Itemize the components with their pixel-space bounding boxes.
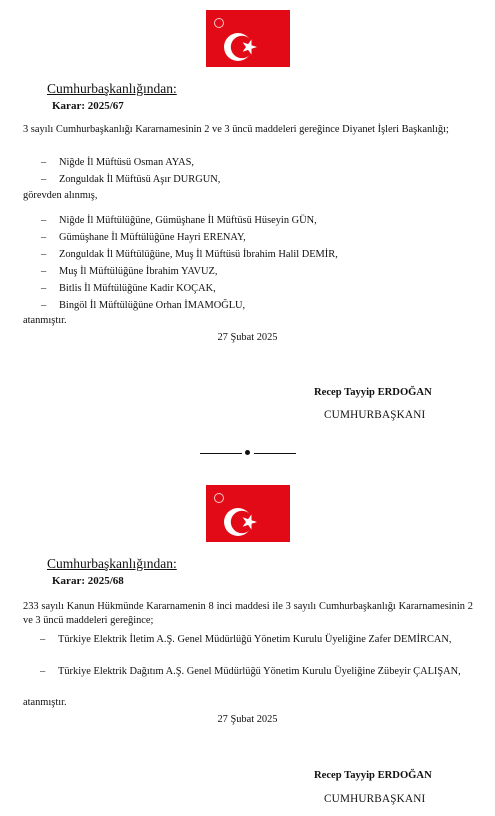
decision-intro: 3 sayılı Cumhurbaşkanlığı Kararnamesinin 2 ve 3 üncü maddeleri gereğince Diyanet İşleri Başkanlığı; [23, 124, 449, 135]
list-item: – Türkiye Elektrik Dağıtım A.Ş. Genel Müdürlüğü Yönetim Kurulu Üyeliğine Zübeyir ÇALIŞAN, [40, 666, 461, 677]
decision-number: Karar: 2025/68 [52, 575, 124, 587]
section-separator [200, 447, 296, 459]
turkish-flag-emblem [206, 485, 290, 542]
signer-title: CUMHURBAŞKANI [324, 793, 426, 805]
list-item: – Niğde İl Müftülüğüne, Gümüşhane İl Müftüsü Hüseyin GÜN, [41, 215, 317, 226]
decision-header: Cumhurbaşkanlığından: [47, 556, 177, 571]
decision-closing: atanmıştır. [23, 315, 67, 326]
signer-title: CUMHURBAŞKANI [324, 409, 426, 421]
decision-intro: 233 sayılı Kanun Hükmünde Kararnamenin 8 inci maddesi ile 3 sayılı Cumhurbaşkanlığı Kararnamesinin 2 ve 3 üncü maddeleri gereğince; [23, 601, 473, 627]
decision-date: 27 Şubat 2025 [217, 714, 278, 725]
decision-header: Cumhurbaşkanlığından: [47, 81, 177, 96]
decision-closing: atanmıştır. [23, 697, 67, 708]
list-item: – Zonguldak İl Müftülüğüne, Muş İl Müftüsü İbrahim Halil DEMİR, [41, 249, 338, 260]
list-item: – Bitlis İl Müftülüğüne Kadir KOÇAK, [41, 283, 216, 294]
decision-middle-text: görevden alınmış, [23, 190, 98, 201]
decision-date: 27 Şubat 2025 [217, 332, 278, 343]
separator-dot-icon [245, 450, 250, 455]
list-item: – Muş İl Müftülüğüne İbrahim YAVUZ, [41, 266, 218, 277]
signer-name: Recep Tayyip ERDOĞAN [314, 770, 432, 781]
crescent-star-icon [206, 10, 290, 67]
list-item: – Türkiye Elektrik İletim A.Ş. Genel Müdürlüğü Yönetim Kurulu Üyeliğine Zafer DEMİRCAN, [40, 634, 452, 645]
list-item: – Bingöl İl Müftülüğüne Orhan İMAMOĞLU, [41, 300, 246, 311]
signer-name: Recep Tayyip ERDOĞAN [314, 387, 432, 398]
list-item: – Zonguldak İl Müftüsü Aşır DURGUN, [41, 174, 221, 185]
turkish-flag-emblem [206, 10, 290, 67]
crescent-star-icon [206, 485, 290, 542]
list-item: – Niğde İl Müftüsü Osman AYAS, [41, 157, 194, 168]
list-item: – Gümüşhane İl Müftülüğüne Hayri ERENAY, [41, 232, 246, 243]
decision-number: Karar: 2025/67 [52, 100, 124, 112]
